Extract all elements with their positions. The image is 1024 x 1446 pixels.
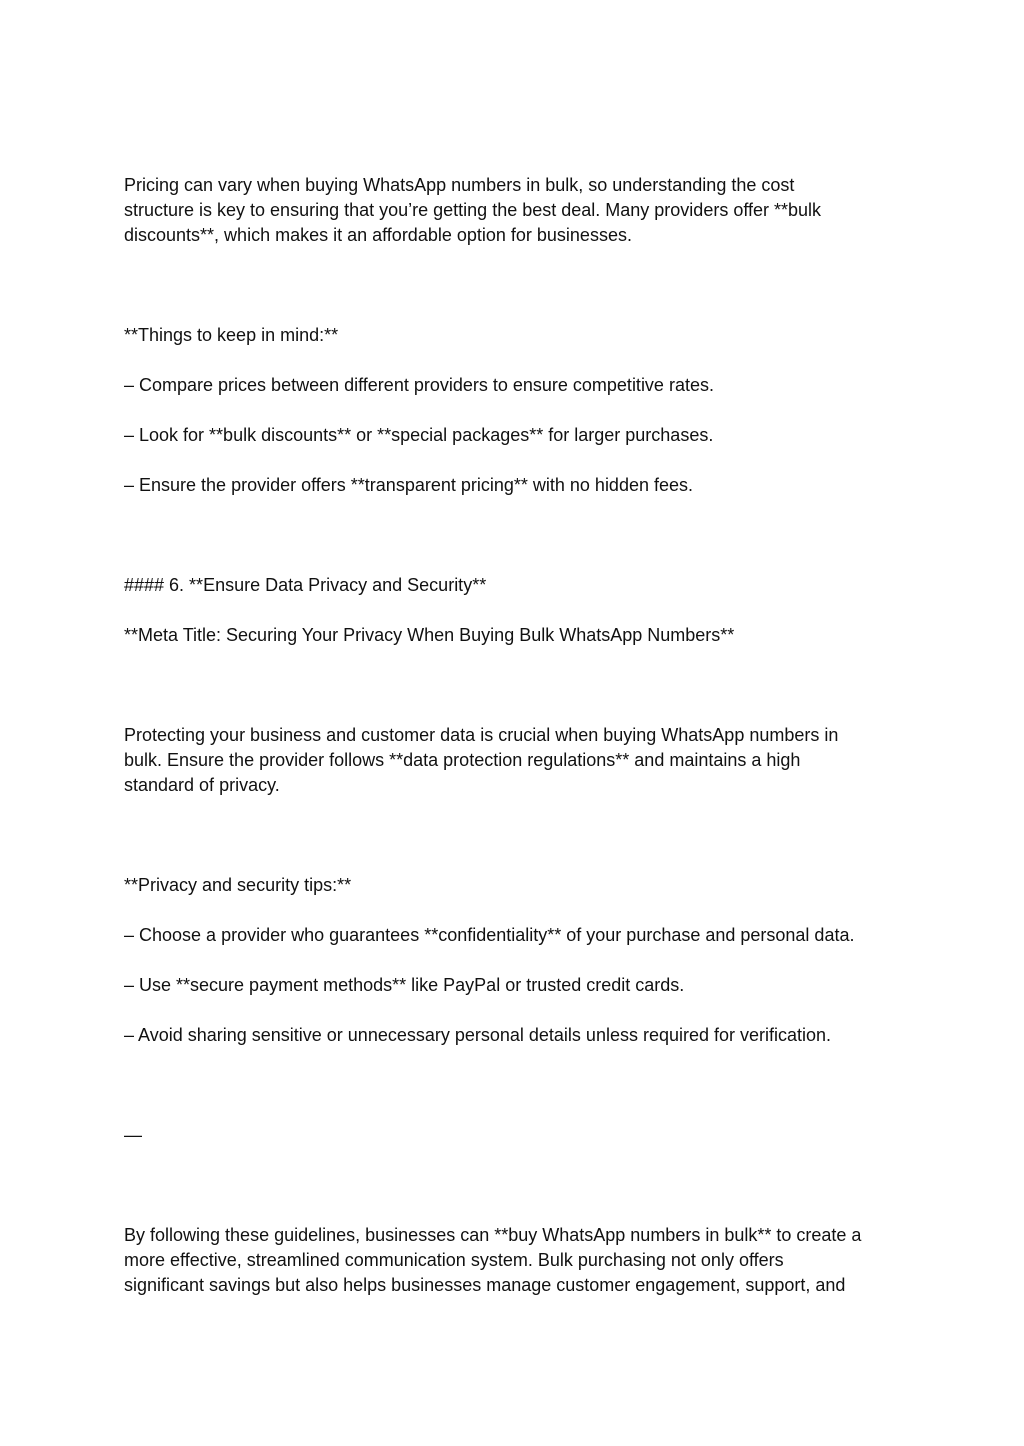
conclusion-line-1: By following these guidelines, businesses can **buy WhatsApp numbers in bulk** to create a [124, 1225, 862, 1245]
section-heading: #### 6. **Ensure Data Privacy and Security** [124, 575, 487, 595]
conclusion-line-3: significant savings but also helps businesses manage customer engagement, support, and [124, 1275, 846, 1295]
privacy-intro-line-2: bulk. Ensure the provider follows **data protection regulations** and maintains a high [124, 750, 801, 770]
tips-heading: **Privacy and security tips:** [124, 875, 352, 895]
things-item-2: – Look for **bulk discounts** or **special packages** for larger purchases. [124, 425, 714, 445]
things-heading: **Things to keep in mind:** [124, 325, 339, 345]
tips-item-3: – Avoid sharing sensitive or unnecessary personal details unless required for verification. [124, 1025, 832, 1045]
privacy-intro-line-1: Protecting your business and customer data is crucial when buying WhatsApp numbers in [124, 725, 839, 745]
separator-dash: — [124, 1125, 142, 1145]
things-item-1: – Compare prices between different providers to ensure competitive rates. [124, 375, 714, 395]
tips-item-2: – Use **secure payment methods** like PayPal or trusted credit cards. [124, 975, 685, 995]
meta-title: **Meta Title: Securing Your Privacy When Buying Bulk WhatsApp Numbers** [124, 625, 735, 645]
things-item-3: – Ensure the provider offers **transparent pricing** with no hidden fees. [124, 475, 694, 495]
pricing-intro-line-2: structure is key to ensuring that you’re getting the best deal. Many providers offer **bulk [124, 200, 822, 220]
tips-item-1: – Choose a provider who guarantees **confidentiality** of your purchase and personal data. [124, 925, 855, 945]
conclusion-line-2: more effective, streamlined communication system. Bulk purchasing not only offers [124, 1250, 784, 1270]
privacy-intro-line-3: standard of privacy. [124, 775, 280, 795]
pricing-intro-line-1: Pricing can vary when buying WhatsApp numbers in bulk, so understanding the cost [124, 175, 795, 195]
pricing-intro-line-3: discounts**, which makes it an affordable option for businesses. [124, 225, 632, 245]
